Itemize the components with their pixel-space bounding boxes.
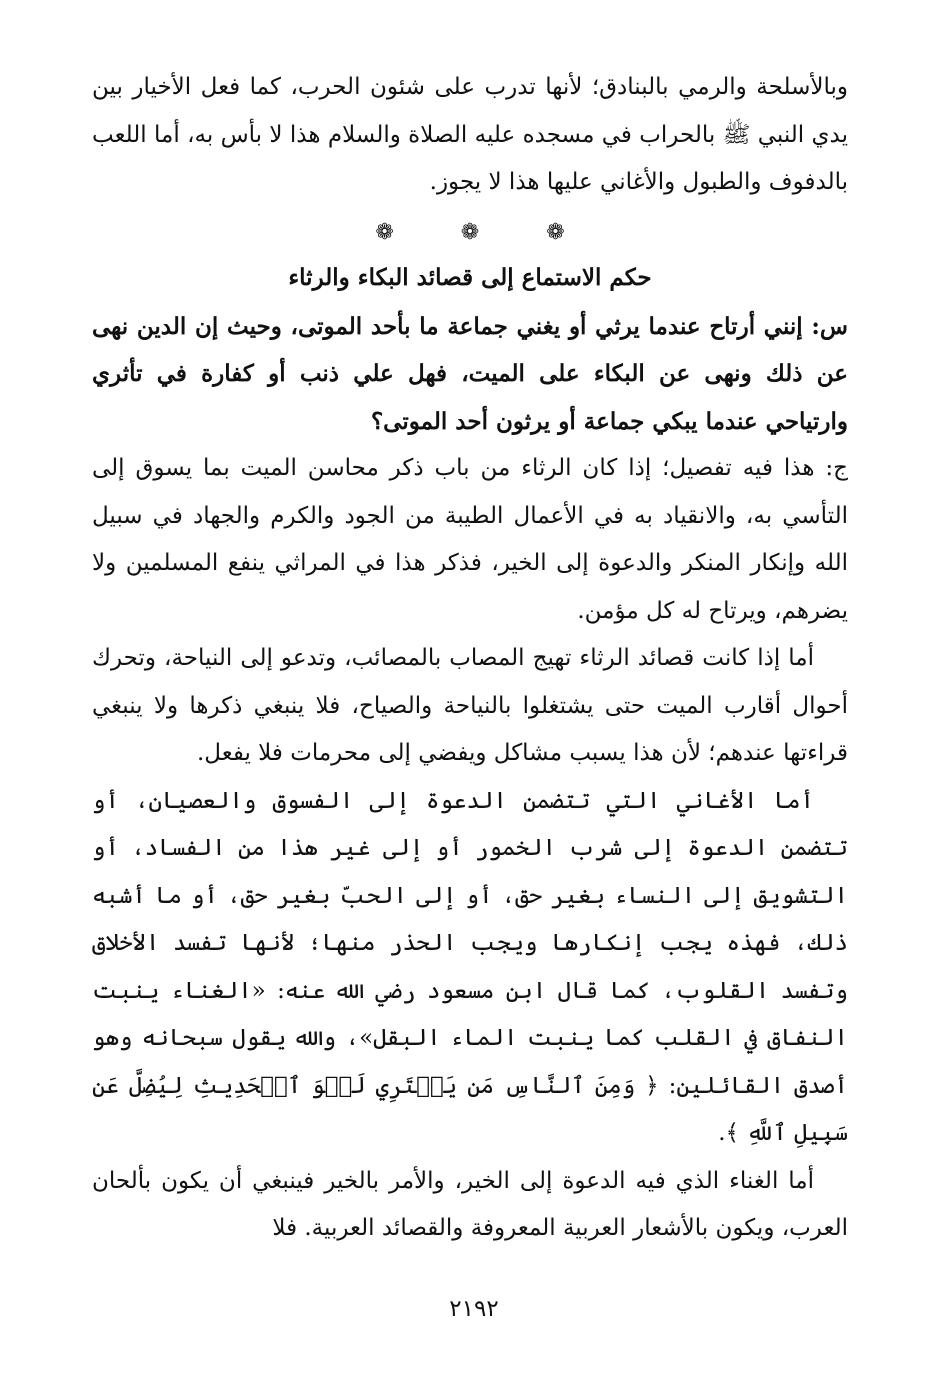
separator-star-icon: ❁ (546, 219, 565, 245)
section-separator (92, 211, 848, 255)
page-body (92, 64, 848, 1253)
page-number: ٢١٩٢ (449, 1296, 499, 1322)
question-paragraph: س: إنني أرتاح عندما يرثي أو يغني جماعة ما بأحد الموتى، وحيث إن الدين نهى عن ذلك ونهى عن البكاء على الميت، فهل علي ذنب أو كفارة في تأثري وارتياحي عندما يبكي جماعة أو يرثون أحد الموتى؟ (92, 312, 848, 435)
section-heading: حكم الاستماع إلى قصائد البكاء والرثاء (288, 263, 652, 291)
answer-paragraph-2: أما إذا كانت قصائد الرثاء تهيج المصاب بالمصائب، وتدعو إلى النياحة، وتحرك أحوال أقارب الميت حتى يشتغلوا بالنياحة والصياح، فلا ينبغي ذكرها ولا ينبغي قراءتها عندهم؛ لأن هذا يسبب مشاكل ويفضي إلى محرمات فلا يفعل. (92, 645, 848, 766)
separator-star-icon: ❁ (375, 219, 394, 245)
answer-paragraph-4: أما الغناء الذي فيه الدعوة إلى الخير، والأمر بالخير فينبغي أن يكون بألحان العرب، ويكون بالأشعار العربية المعروفة والقصائد العربية. فلا (92, 1167, 848, 1241)
paragraph-top: وبالأسلحة والرمي بالبنادق؛ لأنها تدرب على شئون الحرب، كما فعل الأخيار بين يدي النبي ﷺ بالحراب في مسجده عليه الصلاة والسلام هذا لا بأس به، أما اللعب بالدفوف والطبول والأغاني عليها هذا لا يجوز. (92, 74, 848, 195)
separator-star-icon: ❁ (460, 219, 480, 245)
answer-paragraph-1: ج: هذا فيه تفصيل؛ إذا كان الرثاء من باب ذكر محاسن الميت بما يسوق إلى التأسي به، والانقياد به في الأعمال الطيبة من الجود والكرم والجهاد في سبيل الله وإنكار المنكر والدعوة إلى الخير، فذكر هذا في المراثي ينفع المسلمين ولا يضرهم، ويرتاح له كل مؤمن. (92, 455, 848, 624)
answer-paragraph-3: أما الأغاني التي تتضمن الدعوة إلى الفسوق والعصيان، أو تتضمن الدعوة إلى شرب الخمور أو إلى غير هذا من الفساد، أو التشويق إلى النساء بغير حق، أو إلى الحبّ بغير حق، أو ما أشبه ذلك، فهذه يجب إنكارها ويجب الحذر منها؛ لأنها تفسد الأخلاق وتفسد القلوب، كما قال ابن مسعود رضي الله عنه: «الغناء ينبت النفاق في القلب كما ينبت الماء البقل»، والله يقول سبحانه وهو أصدق القائلين: ﴿ وَمِنَ ٱلنَّاسِ مَن يَشۡتَرِي لَهۡوَ ٱلۡحَدِيثِ لِيُضِلَّ عَن سَبِيلِ ٱللَّهِ ﴾. (92, 787, 848, 1146)
